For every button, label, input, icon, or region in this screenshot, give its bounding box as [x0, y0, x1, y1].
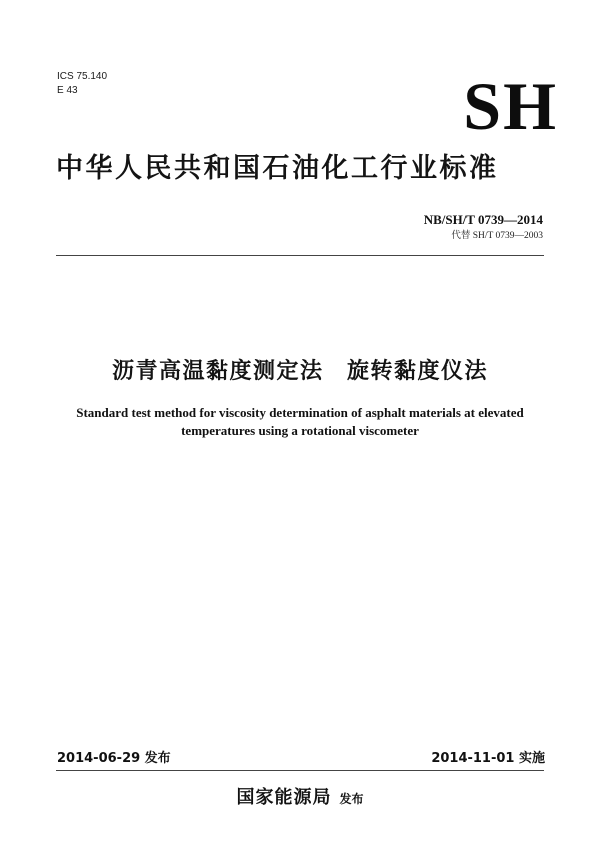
industry-standard-title: 中华人民共和国石油化工行业标准	[56, 153, 499, 184]
english-title-line-1: Standard test method for viscosity determination of asphalt materials at elevated	[76, 405, 524, 420]
classification-block	[57, 70, 107, 98]
issuer-suffix: 发布	[339, 792, 364, 806]
document-title-chinese: 沥青高温黏度测定法 旋转黏度仪法	[111, 359, 488, 384]
issuer-name: 国家能源局	[236, 787, 332, 808]
english-title-line-2: temperatures using a rotational viscometer	[181, 423, 419, 438]
ics-code: ICS 75.140	[57, 71, 108, 82]
implementation-date: 2014-11-01 实施	[431, 751, 545, 766]
sh-logo: SH	[463, 68, 558, 144]
document-title-english	[50, 404, 550, 440]
top-divider	[56, 255, 544, 256]
replaces-note: 代替 SH/T 0739—2003	[451, 231, 543, 241]
standard-number: NB/SH/T 0739—2014	[423, 212, 543, 227]
class-code: E 43	[57, 85, 78, 96]
bottom-divider	[56, 770, 544, 771]
publication-date: 2014-06-29 发布	[57, 751, 171, 766]
issuer-line	[150, 785, 450, 812]
